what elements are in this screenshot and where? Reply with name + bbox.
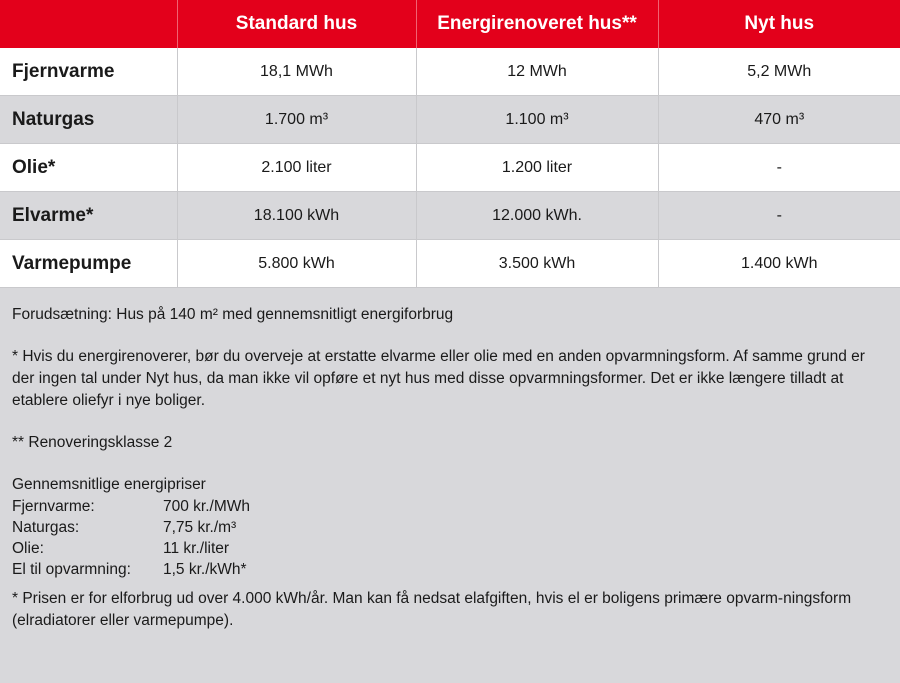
table-cell: 1.100 m³: [416, 96, 658, 144]
row-label: Varmepumpe: [0, 240, 177, 288]
price-value: 1,5 kr./kWh*: [163, 561, 247, 578]
price-label: Olie:: [12, 540, 44, 557]
table-cell: 18,1 MWh: [177, 48, 416, 96]
row-label: Naturgas: [0, 96, 177, 144]
table-cell: 1.200 liter: [416, 144, 658, 192]
header-standard-hus: Standard hus: [177, 0, 416, 48]
price-value: 7,75 kr./m³: [163, 519, 237, 536]
price-value: 11 kr./liter: [163, 540, 230, 557]
table-cell: 470 m³: [658, 96, 900, 144]
row-label: Olie*: [0, 144, 177, 192]
footnote-double-asterisk: ** Renoveringsklasse 2: [12, 434, 173, 451]
price-value: 700 kr./MWh: [163, 498, 250, 515]
table-row: [0, 240, 900, 288]
table-cell: 3.500 kWh: [416, 240, 658, 288]
table-row: [0, 144, 900, 192]
table-cell: 5.800 kWh: [177, 240, 416, 288]
table-row: [0, 48, 900, 96]
price-label: Fjernvarme:: [12, 498, 95, 515]
price-label: Naturgas:: [12, 519, 80, 536]
price-row: [12, 559, 888, 580]
footnote-single-asterisk: * Hvis du energirenoverer, bør du overveje at erstatte elvarme eller olie med en anden opvarmningsform. Af samme grund er der ingen tal under Nyt hus, da man ikke vil opføre et nyt hus med disse opvarmningsformer. Det er ikke længere tilladt at etablere oliefyr i nye boliger.: [12, 348, 865, 409]
table-row: [0, 96, 900, 144]
footnote-electricity-price: * Prisen er for elforbrug ud over 4.000 kWh/år. Man kan få nedsat elafgiften, hvis el er boligens primære opvarm-ningsform (elradiatorer eller varmepumpe).: [12, 590, 852, 629]
table-cell: 18.100 kWh: [177, 192, 416, 240]
table-cell: 12 MWh: [416, 48, 658, 96]
price-row: [12, 496, 888, 517]
notes-section: [0, 288, 900, 632]
assumption-note: Forudsætning: Hus på 140 m² med gennemsnitligt energiforbrug: [12, 306, 454, 323]
table-cell: 5,2 MWh: [658, 48, 900, 96]
header-nyt-hus: Nyt hus: [658, 0, 900, 48]
energy-prices-title: Gennemsnitlige energipriser: [12, 476, 206, 493]
price-row: [12, 538, 888, 559]
table-cell: -: [658, 144, 900, 192]
header-empty-cell: [0, 0, 177, 48]
row-label: Elvarme*: [0, 192, 177, 240]
price-row: [12, 517, 888, 538]
row-label: Fjernvarme: [0, 48, 177, 96]
table-cell: 2.100 liter: [177, 144, 416, 192]
price-label: El til opvarmning:: [12, 561, 131, 578]
energy-consumption-table: [0, 0, 900, 288]
table-cell: 1.400 kWh: [658, 240, 900, 288]
energy-prices-list: [12, 496, 888, 580]
table-row: [0, 192, 900, 240]
table-cell: 1.700 m³: [177, 96, 416, 144]
table-header-row: [0, 0, 900, 48]
table-cell: 12.000 kWh.: [416, 192, 658, 240]
header-energirenoveret-hus: Energirenoveret hus**: [416, 0, 658, 48]
table-cell: -: [658, 192, 900, 240]
